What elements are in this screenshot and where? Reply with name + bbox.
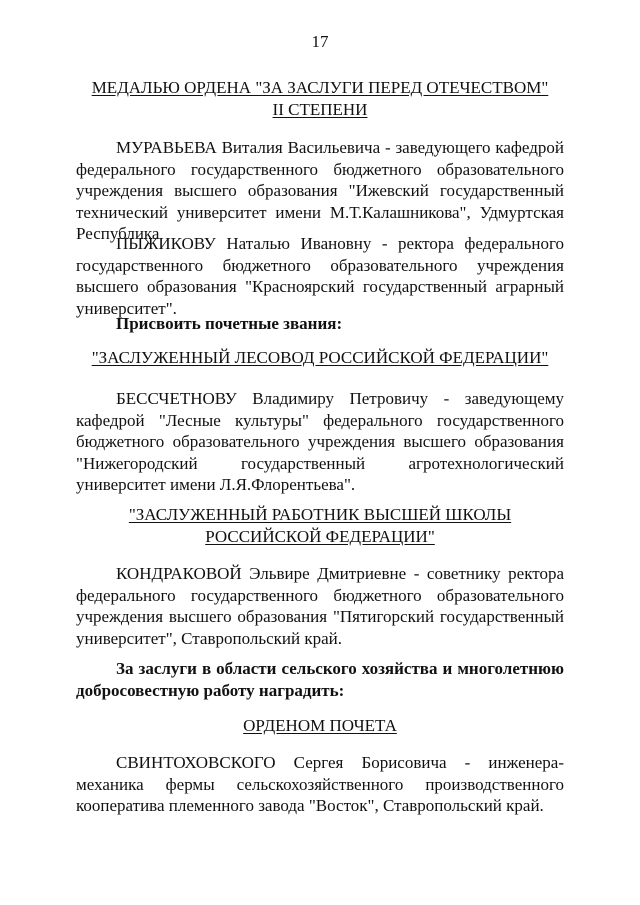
higher-school-title-heading bbox=[76, 504, 564, 547]
order-heading-line: ОРДЕНОМ ПОЧЕТА bbox=[243, 716, 397, 735]
medal-heading bbox=[76, 77, 564, 120]
instruction-honorary-titles: Присвоить почетные звания: bbox=[116, 314, 343, 333]
award-recipient-pyzhikova: ПЫЖИКОВУ Наталью Ивановну - ректора федерального государственного бюджетного образовательного учреждения высшего образования "Красноярский государственный аграрный университет". bbox=[76, 234, 564, 318]
forester-title-heading-line: "ЗАСЛУЖЕННЫЙ ЛЕСОВОД РОССИЙСКОЙ ФЕДЕРАЦИИ" bbox=[91, 348, 549, 367]
medal-heading-line-2: II СТЕПЕНИ bbox=[272, 99, 368, 119]
forester-title-heading bbox=[76, 347, 564, 369]
medal-heading-line-1: МЕДАЛЬЮ ОРДЕНА "ЗА ЗАСЛУГИ ПЕРЕД ОТЕЧЕСТВОМ" bbox=[91, 78, 549, 97]
title-recipient-besschetnov: БЕССЧЕТНОВУ Владимиру Петровичу - заведующему кафедрой "Лесные культуры" федерального государственного бюджетного образовательного учреждения высшего образования "Нижегородский государственный агротехнологический университет имени Л.Я.Флорентьева". bbox=[76, 389, 564, 494]
instruction-agriculture-award: За заслуги в области сельского хозяйства и многолетнюю добросовестную работу наградить: bbox=[76, 659, 564, 700]
order-heading bbox=[76, 715, 564, 737]
award-recipient-svintokhovsky: СВИНТОХОВСКОГО Сергея Борисовича - инженера-механика фермы сельскохозяйственного производственного кооператива племенного завода "Восток", Ставропольский край. bbox=[76, 753, 564, 815]
page-number: 17 bbox=[311, 32, 329, 51]
award-recipient-muravyev: МУРАВЬЕВА Виталия Васильевича - заведующего кафедрой федерального государственного бюджетного образовательного учреждения высшего образования "Ижевский государственный технический университет имени М.Т.Калашникова", Удмуртская Республика bbox=[76, 138, 564, 243]
higher-school-title-heading-line-2: РОССИЙСКОЙ ФЕДЕРАЦИИ" bbox=[205, 526, 435, 546]
title-recipient-kondrakova: КОНДРАКОВОЙ Эльвире Дмитриевне - советнику ректора федерального государственного бюджетного образовательного учреждения высшего образования "Пятигорский государственный университет", Ставропольский край. bbox=[76, 564, 564, 648]
higher-school-title-heading-line-1: "ЗАСЛУЖЕННЫЙ РАБОТНИК ВЫСШЕЙ ШКОЛЫ bbox=[128, 505, 512, 524]
